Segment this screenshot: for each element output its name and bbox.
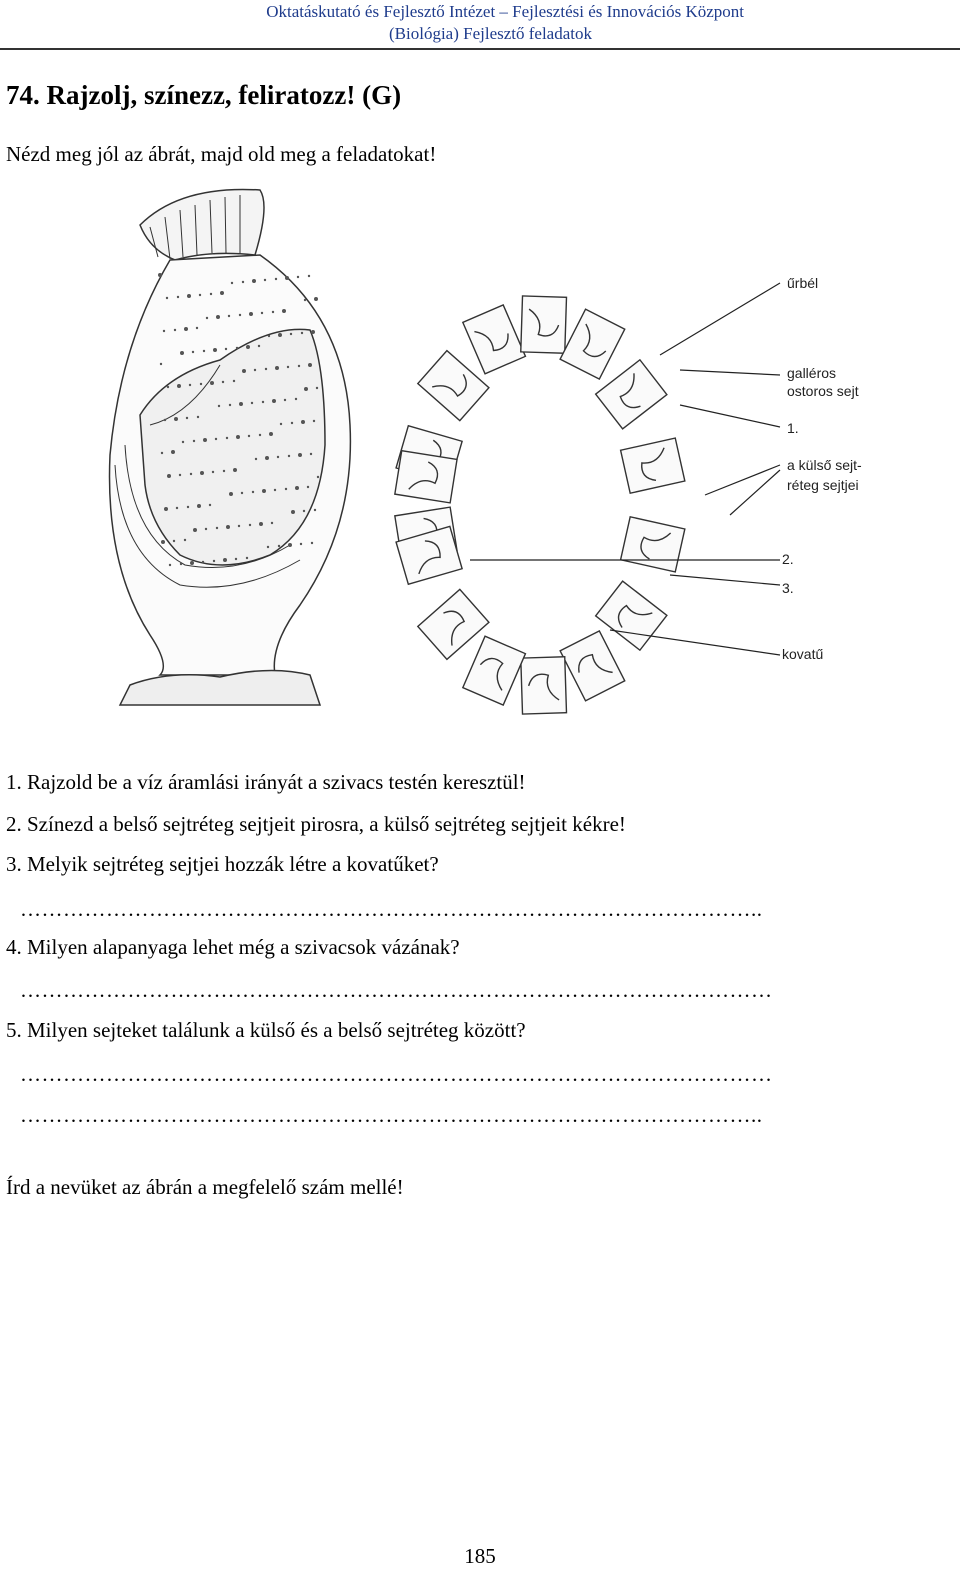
question-4: 4. Milyen alapanyaga lehet még a szivacsok vázának? (6, 935, 460, 959)
label-number-3: 3. (782, 580, 794, 596)
question-2: 2. Színezd a belső sejtréteg sejtjeit pirosra, a külső sejtréteg sejtjeit kékre! (6, 812, 626, 836)
label-number-2: 2. (782, 551, 794, 567)
answer-line-5b[interactable]: ………………………………………………………………………………………….. (20, 1103, 763, 1127)
label-kovatu: kovatű (782, 646, 824, 662)
question-1: 1. Rajzold be a víz áramlási irányát a szivacs testén keresztül! (6, 770, 526, 794)
answer-line-5a[interactable]: …………………………………………………………………………………………… (20, 1062, 773, 1086)
page-header (0, 0, 960, 50)
sponge-figure (70, 165, 890, 725)
header-institute: Oktatáskutató és Fejlesztő Intézet – Fejlesztési és Innovációs Központ (266, 2, 744, 21)
closing-instruction: Írd a nevüket az ábrán a megfelelő szám mellé! (6, 1175, 404, 1199)
answer-line-4[interactable]: …………………………………………………………………………………………… (20, 978, 773, 1002)
label-galleros-2: ostoros sejt (787, 383, 859, 399)
question-5: 5. Milyen sejteket találunk a külső és a belső sejtréteg között? (6, 1018, 526, 1042)
page-number: 185 (464, 1544, 496, 1568)
task-title: 74. Rajzolj, színezz, feliratozz! (G) (6, 80, 402, 110)
label-kulso-2: réteg sejtjei (787, 477, 859, 493)
label-urbel: űrbél (787, 275, 819, 291)
figure-labels (782, 275, 862, 662)
header-subject: (Biológia) Fejlesztő feladatok (389, 24, 592, 43)
sponge-body-drawing (110, 189, 351, 705)
label-galleros-1: galléros (787, 365, 837, 381)
answer-line-3[interactable]: ………………………………………………………………………………………….. (20, 897, 763, 921)
task-intro: Nézd meg jól az ábrát, majd old meg a feladatokat! (6, 142, 437, 166)
label-kulso-1: a külső sejt- (787, 457, 862, 473)
question-3: 3. Melyik sejtréteg sejtjei hozzák létre a kovatűket? (6, 852, 439, 876)
sponge-cross-section (395, 296, 685, 714)
label-number-1: 1. (787, 420, 799, 436)
